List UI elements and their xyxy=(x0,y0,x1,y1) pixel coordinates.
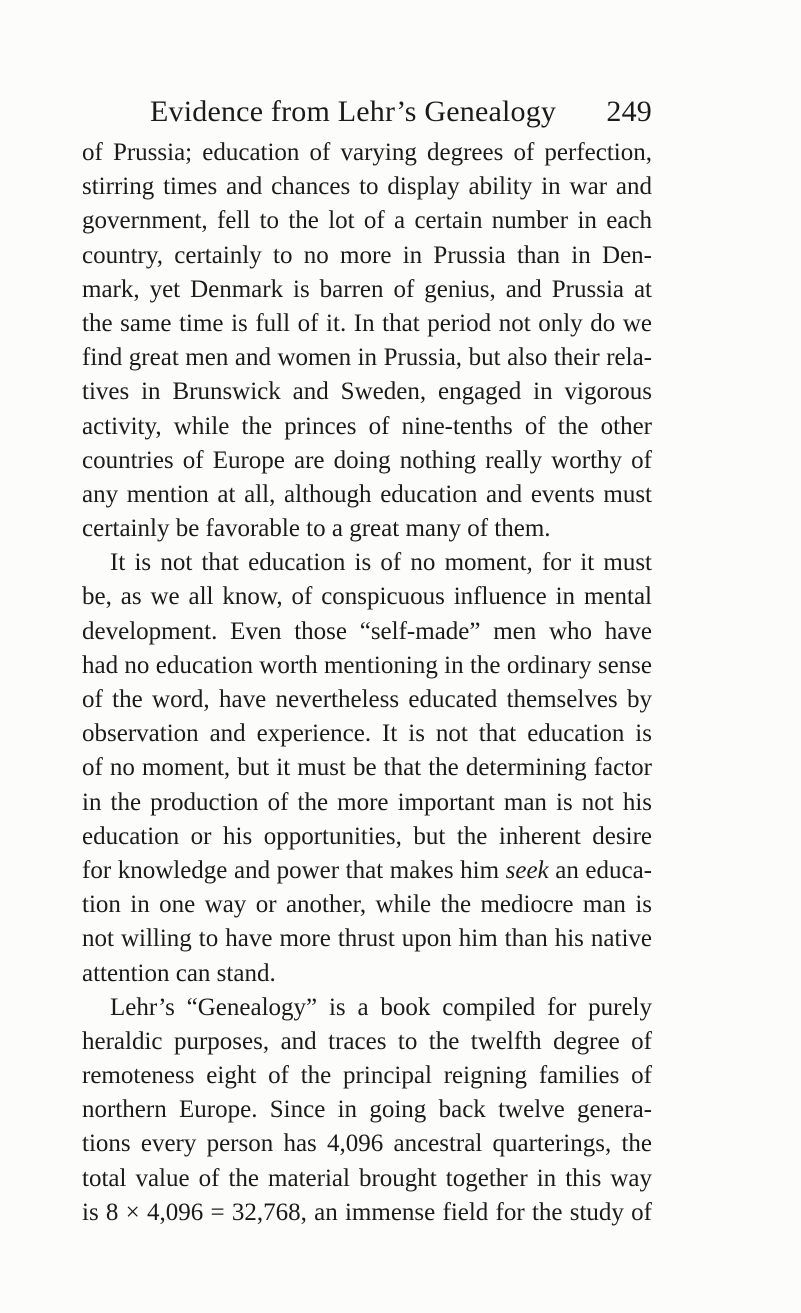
body-text xyxy=(82,136,652,1230)
text-line: education or his opportunities, but the inherent desire xyxy=(82,822,652,850)
text-line: of the word, have nevertheless educated themselves by xyxy=(82,686,652,713)
paragraph-first-line: It is not that education is of no moment, for it must xyxy=(110,549,652,577)
text-line: activity, while the princes of nine-tenths of the other xyxy=(82,412,652,440)
running-head xyxy=(150,90,652,134)
text-line: the same time is full of it. In that period not only do we xyxy=(82,309,652,337)
text-line: development. Even those “self-made” men who have xyxy=(82,617,652,645)
text-line: in the production of the more important man is not his xyxy=(82,788,652,816)
text-line: tives in Brunswick and Sweden, engaged in vigorous xyxy=(82,378,652,406)
running-title: Evidence from Lehr’s Genealogy xyxy=(150,95,557,128)
text-line: mark, yet Denmark is barren of genius, and Prussia at xyxy=(82,275,652,303)
italic-word: seek xyxy=(505,856,549,884)
text-line: tions every person has 4,096 ancestral quarterings, the xyxy=(82,1130,652,1158)
text-line-with-italic xyxy=(82,854,652,888)
text-line: remoteness eight of the principal reigning families of xyxy=(82,1062,652,1090)
text-line: stirring times and chances to display ability in war and xyxy=(82,173,652,201)
text-line: tion in one way or another, while the mediocre man is xyxy=(82,891,652,919)
text-line: countries of Europe are doing nothing really worthy of xyxy=(82,446,652,474)
text-line: total value of the material brought together in this way xyxy=(82,1164,652,1192)
text-line: is 8 × 4,096 = 32,768, an immense field for the study of xyxy=(82,1198,652,1226)
paragraph-last-line: attention can stand. xyxy=(82,959,276,987)
text-line: be, as we all know, of conspicuous influence in mental xyxy=(82,583,652,611)
text-line: of no moment, but it must be that the determining factor xyxy=(82,754,652,782)
page-number: 249 xyxy=(606,95,652,128)
paragraph-last-line: certainly be favorable to a great many of them. xyxy=(82,515,551,543)
text-line: had no education worth mentioning in the ordinary sense xyxy=(82,651,652,679)
text-segment: an educa- xyxy=(555,856,652,884)
paragraph-first-line: Lehr’s “Genealogy” is a book compiled for purely xyxy=(110,993,652,1021)
text-line: northern Europe. Since in going back twelve genera- xyxy=(82,1096,652,1124)
text-line: find great men and women in Prussia, but also their rela- xyxy=(82,344,652,372)
text-line: heraldic purposes, and traces to the twelfth degree of xyxy=(82,1027,652,1055)
text-line: observation and experience. It is not that education is xyxy=(82,720,652,748)
text-line: country, certainly to no more in Prussia than in Den- xyxy=(82,241,652,269)
text-line: not willing to have more thrust upon him than his native xyxy=(82,925,652,953)
text-segment: for knowledge and power that makes him xyxy=(82,856,500,884)
text-line: government, fell to the lot of a certain number in each xyxy=(82,207,652,235)
text-line: of Prussia; education of varying degrees of perfection, xyxy=(82,139,652,166)
text-line: any mention at all, although education and events must xyxy=(82,480,652,508)
